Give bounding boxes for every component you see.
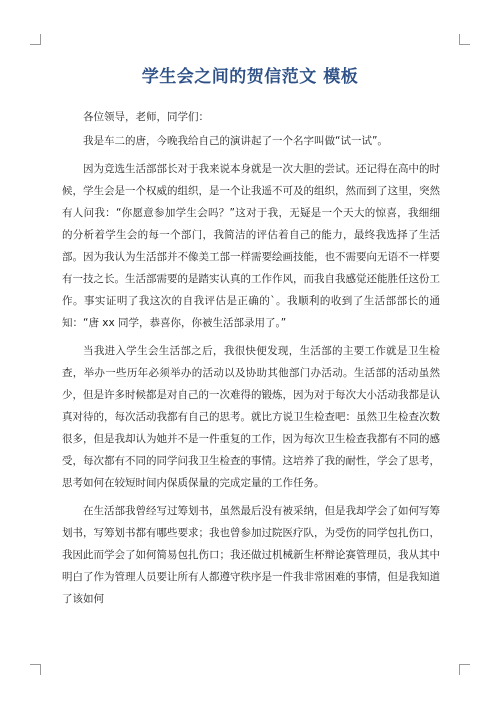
crop-mark-top-right xyxy=(459,34,470,45)
crop-mark-bottom-left xyxy=(30,664,41,675)
body-paragraph: 在生活部我曾经写过筹划书，虽然最后没有被采纳，但是我却学会了如何写筹划书，写筹划书都有哪些要求；我也曾参加过院医疗队，为受伤的同学包扎伤口，我因此而学会了如何简易包扎伤口；我还做过机械新生杯辩论赛管理员，我从其中明白了作为管理人员要让所有人都遵守秩序是一件我非常困难的事情，但是我知道了该如何 xyxy=(62,505,440,605)
document-body xyxy=(62,106,440,616)
document-title: 学生会之间的贺信范文 模板 xyxy=(141,67,359,87)
crop-mark-top-left xyxy=(30,34,41,45)
crop-mark-bottom-right xyxy=(459,664,470,675)
body-paragraph: 当我进入学生会生活部之后，我很快便发现，生活部的主要工作就是卫生检查，举办一些历年必须举办的活动以及协助其他部门办活动。生活部的活动虽然少，但是许多时候都是对自己的一次难得的锻炼，因为对于每次大小活动我都是认真对待的，每次活动我都有自己的思考。就比方说卫生检查吧：虽然卫生检查次数很多，但是我却认为她并不是一件重复的工作，因为每次卫生检查我都有不同的感受，每次都有不同的同学问我卫生检查的事情。这培养了我的耐性，学会了思考，思考如何在较短时间内保质保量的完成定量的工作任务。 xyxy=(62,345,440,489)
body-paragraph: 我是车二的唐，今晚我给自己的演讲起了一个名字叫做“试一试”。 xyxy=(83,135,388,147)
body-paragraph: 因为竞选生活部部长对于我来说本身就是一次大胆的尝试。还记得在高中的时候，学生会是一个权威的组织，是一个让我遥不可及的组织，然而到了这里，突然有人问我：“你愿意参加学生会吗？”这对于我，无疑是一个天大的惊喜，我细细的分析着学生会的每一个部门，我简洁的评估着自己的能力，最终我选择了生活部。因为我认为生活部并不像美工部一样需要绘画技能，也不需要向无语不一样要有一技之长。生活部需要的是踏实认真的工作作风，而我自我感觉还能胜任这份工作。事实证明了我这次的自我评估是正确的`。我顺利的收到了生活部部长的通知：“唐 xx 同学，恭喜你，你被生活部录用了。” xyxy=(62,163,440,329)
greeting-paragraph: 各位领导，老师，同学们： xyxy=(83,111,209,123)
